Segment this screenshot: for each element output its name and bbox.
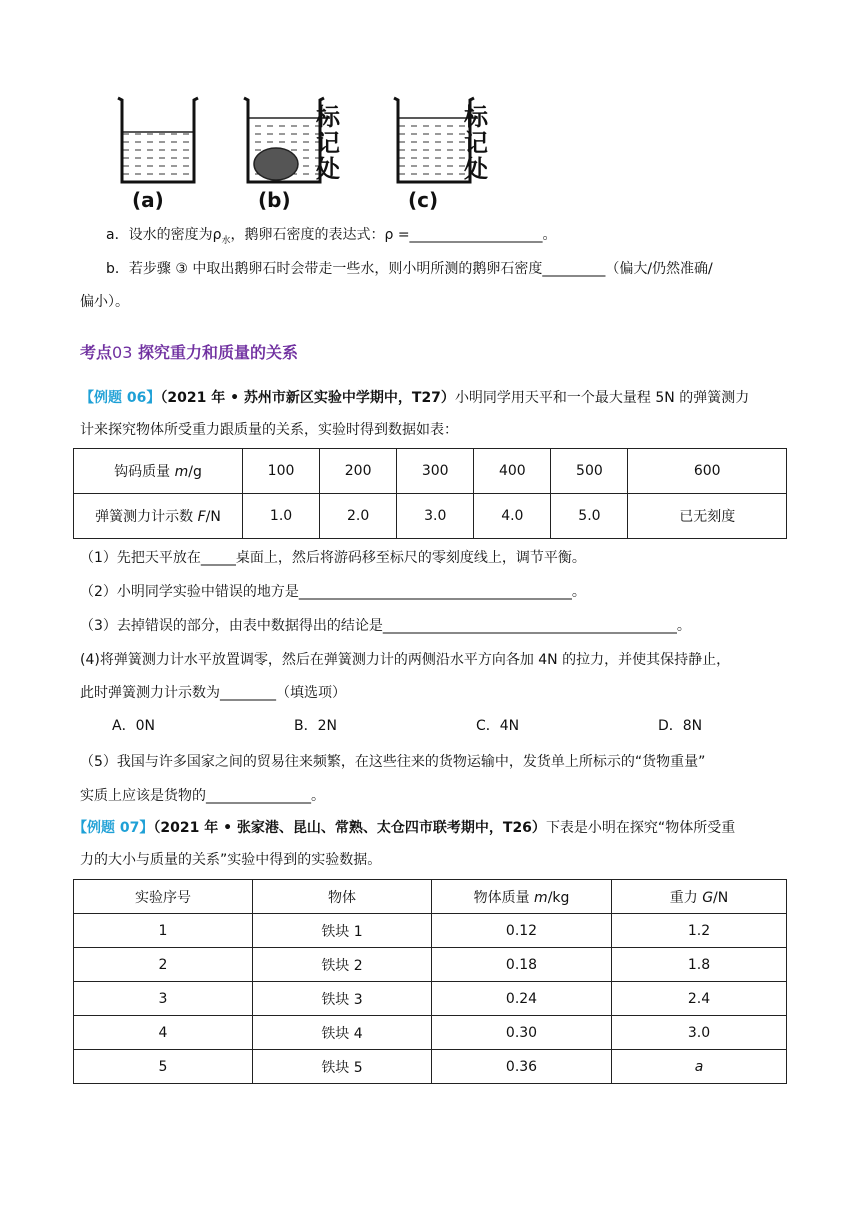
example-06-source: （2021 年 • 苏州市新区实验中学期中，T27） bbox=[160, 390, 455, 406]
table-06 bbox=[73, 448, 787, 539]
example-06-text-2: 计来探究物体所受重力跟质量的关系，实验时得到数据如表： bbox=[80, 422, 458, 438]
table-07-cell: 铁块 1 bbox=[253, 914, 432, 948]
table-06-mass-label: 钩码质量 m/g bbox=[74, 449, 243, 494]
table-row bbox=[74, 1050, 787, 1084]
table-06-cell: 600 bbox=[628, 449, 787, 494]
example-07-source: （2021 年 • 张家港、昆山、常熟、太仓四市联考期中，T26） bbox=[153, 820, 546, 836]
beakers-drawing bbox=[110, 90, 510, 215]
table-07-cell: 1.2 bbox=[612, 914, 787, 948]
mark-label-b: 标记处 bbox=[316, 103, 340, 183]
question-a bbox=[106, 225, 557, 251]
table-07-cell: 3.0 bbox=[612, 1016, 787, 1050]
question-06-5-line2: 实质上应该是货物的_______________。 bbox=[80, 788, 325, 804]
table-row bbox=[74, 1016, 787, 1050]
table-06-cell: 200 bbox=[320, 449, 397, 494]
question-06-3: （3）去掉错误的部分，由表中数据得出的结论是__________________________________________。 bbox=[80, 618, 691, 634]
table-07-cell: 0.12 bbox=[432, 914, 612, 948]
example-06-tag: 【例题 06】 bbox=[80, 390, 161, 406]
table-06-row-mass bbox=[74, 449, 787, 494]
rho-water-subscript: 水 bbox=[221, 235, 231, 246]
table-07-header-mass: 物体质量 m/kg bbox=[432, 880, 612, 914]
table-07-cell: 4 bbox=[74, 1016, 253, 1050]
mark-label-c: 标记处 bbox=[464, 103, 488, 183]
table-07-cell: 0.30 bbox=[432, 1016, 612, 1050]
question-b-line1: b．若步骤 ③ 中取出鹅卵石时会带走一些水，则小明所测的鹅卵石密度_________（偏大/仍然准确/ bbox=[106, 261, 713, 277]
figure-label-b: (b) bbox=[258, 188, 291, 212]
example-06-text-1: 小明同学用天平和一个最大量程 5N 的弹簧测力 bbox=[454, 390, 750, 406]
example-07-intro bbox=[73, 818, 735, 838]
table-07-cell: 铁块 2 bbox=[253, 948, 432, 982]
question-b-line2: 偏小）。 bbox=[80, 294, 129, 310]
table-row bbox=[74, 948, 787, 982]
table-06-cell: 4.0 bbox=[474, 494, 551, 539]
table-07-header-index: 实验序号 bbox=[74, 880, 253, 914]
table-07-header bbox=[74, 880, 787, 914]
option-b: B．2N bbox=[294, 718, 337, 734]
table-07-header-gravity: 重力 G/N bbox=[612, 880, 787, 914]
question-06-4-line1: (4)将弹簧测力计水平放置调零，然后在弹簧测力计的两侧沿水平方向各加 4N 的拉力，并使其保持静止， bbox=[80, 652, 731, 668]
section-number: 03 bbox=[112, 343, 133, 362]
table-07-cell: 铁块 5 bbox=[253, 1050, 432, 1084]
table-07-cell: 2.4 bbox=[612, 982, 787, 1016]
table-07-cell: 5 bbox=[74, 1050, 253, 1084]
table-07-cell: 铁块 4 bbox=[253, 1016, 432, 1050]
question-06-5-line1: （5）我国与许多国家之间的贸易往来频繁，在这些往来的货物运输中，发货单上所标示的“货物重量” bbox=[80, 754, 706, 770]
beaker-a bbox=[118, 98, 198, 182]
example-07-tag: 【例题 07】 bbox=[73, 820, 154, 836]
question-a-rest: ，鹅卵石密度的表达式：ρ =___________________。 bbox=[230, 227, 557, 243]
table-07-cell: 铁块 3 bbox=[253, 982, 432, 1016]
table-06-row-force bbox=[74, 494, 787, 539]
section-prefix: 考点 bbox=[80, 343, 113, 362]
section-heading bbox=[80, 340, 298, 363]
table-row bbox=[74, 982, 787, 1016]
table-06-cell: 300 bbox=[397, 449, 474, 494]
table-06-cell: 400 bbox=[474, 449, 551, 494]
table-07 bbox=[73, 879, 787, 1084]
example-07-text-1: 下表是小明在探究“物体所受重 bbox=[545, 820, 736, 836]
table-07-cell: 0.24 bbox=[432, 982, 612, 1016]
figure-label-c: (c) bbox=[408, 188, 439, 212]
table-06-cell: 2.0 bbox=[320, 494, 397, 539]
table-row bbox=[74, 914, 787, 948]
question-a-text: a．设水的密度为ρ bbox=[106, 227, 222, 243]
table-07-header-object: 物体 bbox=[253, 880, 432, 914]
table-06-cell: 3.0 bbox=[397, 494, 474, 539]
option-a: A．0N bbox=[112, 718, 155, 734]
question-06-4-line2: 此时弹簧测力计示数为________（填选项） bbox=[80, 685, 346, 701]
table-06-force-label: 弹簧测力计示数 F/N bbox=[74, 494, 243, 539]
table-06-cell: 100 bbox=[243, 449, 320, 494]
question-06-2: （2）小明同学实验中错误的地方是_______________________________________。 bbox=[80, 584, 586, 600]
table-07-cell: 2 bbox=[74, 948, 253, 982]
example-07-text-2: 力的大小与质量的关系”实验中得到的实验数据。 bbox=[80, 852, 382, 868]
table-07-cell: 1 bbox=[74, 914, 253, 948]
table-07-cell: a bbox=[612, 1050, 787, 1084]
table-07-cell: 0.18 bbox=[432, 948, 612, 982]
figure-label-a: (a) bbox=[132, 188, 164, 212]
table-07-cell: 0.36 bbox=[432, 1050, 612, 1084]
table-06-cell: 500 bbox=[551, 449, 628, 494]
pebble bbox=[254, 148, 298, 180]
section-title: 探究重力和质量的关系 bbox=[137, 343, 298, 362]
beaker-figure bbox=[110, 90, 510, 215]
question-06-1: （1）先把天平放在_____桌面上，然后将游码移至标尺的零刻度线上，调节平衡。 bbox=[80, 550, 586, 566]
table-06-cell: 5.0 bbox=[551, 494, 628, 539]
table-06-cell: 1.0 bbox=[243, 494, 320, 539]
table-06-cell: 已无刻度 bbox=[628, 494, 787, 539]
option-c: C．4N bbox=[476, 718, 520, 734]
example-06-intro bbox=[80, 388, 749, 408]
table-07-cell: 3 bbox=[74, 982, 253, 1016]
table-07-cell: 1.8 bbox=[612, 948, 787, 982]
option-d: D．8N bbox=[658, 718, 703, 734]
